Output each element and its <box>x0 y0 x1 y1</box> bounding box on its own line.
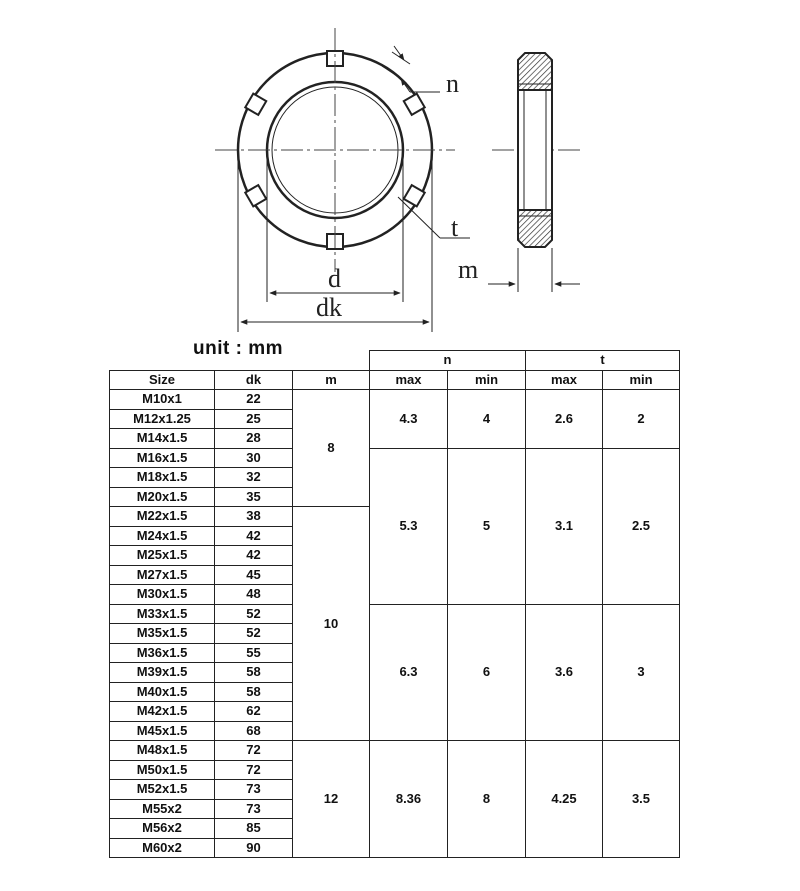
col-size-header: Size <box>110 370 215 390</box>
cell-dk: 72 <box>215 760 293 780</box>
cell-size: M55x2 <box>110 799 215 819</box>
cell-dk: 52 <box>215 624 293 644</box>
nut-side-view <box>518 53 552 247</box>
cell-size: M27x1.5 <box>110 565 215 585</box>
cell-dk: 35 <box>215 487 293 507</box>
cell-dk: 22 <box>215 390 293 410</box>
table-row <box>110 390 680 410</box>
cell-m: 10 <box>293 507 370 741</box>
header-blank <box>110 351 370 371</box>
cell-size: M36x1.5 <box>110 643 215 663</box>
cell-dk: 55 <box>215 643 293 663</box>
cell-dk: 32 <box>215 468 293 488</box>
table-row <box>110 741 680 761</box>
technical-drawing <box>0 0 800 345</box>
center-lines <box>215 28 455 272</box>
cell-n-min: 5 <box>448 448 526 604</box>
cell-n-max: 4.3 <box>370 390 448 449</box>
cell-t-max: 4.25 <box>526 741 603 858</box>
cell-size: M25x1.5 <box>110 546 215 566</box>
cell-dk: 72 <box>215 741 293 761</box>
table-row <box>110 448 680 468</box>
cell-size: M56x2 <box>110 819 215 839</box>
cell-size: M10x1 <box>110 390 215 410</box>
group-header-n: n <box>370 351 526 371</box>
cell-n-min: 6 <box>448 604 526 741</box>
cell-size: M22x1.5 <box>110 507 215 527</box>
label-d: d <box>328 264 341 293</box>
cell-n-min: 4 <box>448 390 526 449</box>
cell-size: M30x1.5 <box>110 585 215 605</box>
cell-size: M48x1.5 <box>110 741 215 761</box>
cell-size: M39x1.5 <box>110 663 215 683</box>
cell-dk: 58 <box>215 663 293 683</box>
col-t-max-header: max <box>526 370 603 390</box>
cell-m: 8 <box>293 390 370 507</box>
cell-t-min: 3 <box>603 604 680 741</box>
table-body <box>110 390 680 858</box>
cell-dk: 62 <box>215 702 293 722</box>
label-n: n <box>446 69 459 98</box>
column-header-row <box>110 370 680 390</box>
unit-label: unit : mm <box>193 338 283 359</box>
cell-t-max: 2.6 <box>526 390 603 449</box>
cell-size: M24x1.5 <box>110 526 215 546</box>
cell-dk: 68 <box>215 721 293 741</box>
cell-size: M33x1.5 <box>110 604 215 624</box>
cell-size: M18x1.5 <box>110 468 215 488</box>
cell-dk: 42 <box>215 526 293 546</box>
cell-t-max: 3.6 <box>526 604 603 741</box>
table-row <box>110 604 680 624</box>
cell-dk: 25 <box>215 409 293 429</box>
cell-size: M40x1.5 <box>110 682 215 702</box>
cell-dk: 73 <box>215 799 293 819</box>
label-dk: dk <box>316 293 342 322</box>
cell-m: 12 <box>293 741 370 858</box>
cell-dk: 58 <box>215 682 293 702</box>
col-n-min-header: min <box>448 370 526 390</box>
cell-t-min: 2.5 <box>603 448 680 604</box>
table-header <box>110 351 680 390</box>
cell-n-max: 8.36 <box>370 741 448 858</box>
cell-n-max: 6.3 <box>370 604 448 741</box>
col-n-max-header: max <box>370 370 448 390</box>
cell-size: M52x1.5 <box>110 780 215 800</box>
spec-table <box>109 350 680 858</box>
cell-n-max: 5.3 <box>370 448 448 604</box>
cell-dk: 73 <box>215 780 293 800</box>
col-dk-header: dk <box>215 370 293 390</box>
col-m-header: m <box>293 370 370 390</box>
cell-dk: 45 <box>215 565 293 585</box>
cell-size: M20x1.5 <box>110 487 215 507</box>
cell-dk: 85 <box>215 819 293 839</box>
cell-size: M42x1.5 <box>110 702 215 722</box>
cell-dk: 42 <box>215 546 293 566</box>
cell-dk: 52 <box>215 604 293 624</box>
group-header-row <box>110 351 680 371</box>
cell-size: M12x1.25 <box>110 409 215 429</box>
cell-size: M50x1.5 <box>110 760 215 780</box>
cell-dk: 90 <box>215 838 293 858</box>
cell-size: M45x1.5 <box>110 721 215 741</box>
cell-size: M14x1.5 <box>110 429 215 449</box>
cell-size: M35x1.5 <box>110 624 215 644</box>
cell-dk: 48 <box>215 585 293 605</box>
cell-t-min: 2 <box>603 390 680 449</box>
cell-t-min: 3.5 <box>603 741 680 858</box>
cell-n-min: 8 <box>448 741 526 858</box>
cell-dk: 38 <box>215 507 293 527</box>
cell-size: M60x2 <box>110 838 215 858</box>
label-m: m <box>458 255 479 284</box>
cell-size: M16x1.5 <box>110 448 215 468</box>
col-t-min-header: min <box>603 370 680 390</box>
label-t: t <box>451 213 459 242</box>
cell-t-max: 3.1 <box>526 448 603 604</box>
cell-dk: 30 <box>215 448 293 468</box>
group-header-t: t <box>526 351 680 371</box>
cell-dk: 28 <box>215 429 293 449</box>
